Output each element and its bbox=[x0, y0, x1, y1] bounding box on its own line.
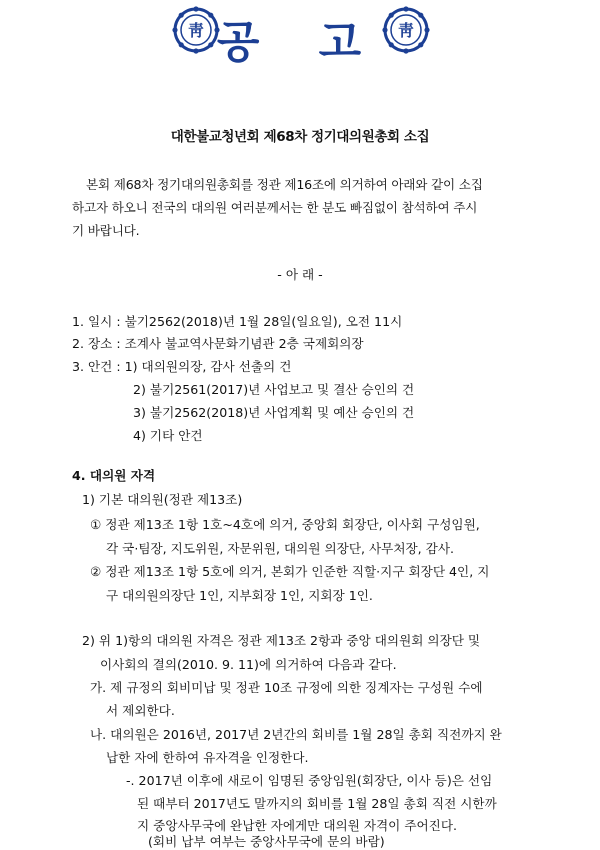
emblem-glyph: 靑 bbox=[187, 21, 205, 40]
item-place: 2. 장소 : 조계사 불교역사문화기념관 2층 국제회의장 bbox=[72, 336, 364, 351]
clause-1-line-2: 각 국·팀장, 지도위원, 자문위원, 대의원 의장단, 사무처장, 감사. bbox=[106, 541, 455, 556]
dash-note-line-2: 된 때부터 2017년도 말까지의 회비를 1월 28일 총회 직전 시한까 bbox=[137, 796, 497, 811]
clause-2-line-2: 구 대의원의장단 1인, 지부회장 1인, 지회장 1인. bbox=[106, 588, 373, 603]
emblem-glyph: 靑 bbox=[397, 21, 415, 40]
dash-note-line-3: 지 중앙사무국에 완납한 자에게만 대의원 자격이 주어진다. bbox=[137, 818, 457, 833]
item-na-line-2: 납한 자에 한하여 유자격을 인정한다. bbox=[106, 750, 309, 765]
below-label: - 아 래 - bbox=[277, 267, 323, 282]
intro-line-3: 기 바랍니다. bbox=[72, 223, 140, 238]
paragraph-2-line-1: 2) 위 1)항의 대의원 자격은 정관 제13조 2항과 중앙 대의원회 의장단 및 bbox=[82, 633, 481, 648]
item-ga-line-1: 가. 제 규정의 회비미납 및 정관 10조 규정에 의한 징계자는 구성원 수에 bbox=[90, 680, 483, 695]
dash-note-line-1: -. 2017년 이후에 새로이 임명된 중앙임원(회장단, 이사 등)은 선임 bbox=[126, 773, 493, 788]
clause-1-line-1: ① 정관 제13조 1항 1호~4호에 의거, 중앙회 회장단, 이사회 구성임원, bbox=[90, 517, 480, 532]
document-title: 대한불교청년회 제68차 정기대의원총회 소집 bbox=[170, 129, 430, 145]
basic-delegate-title: 1) 기본 대의원(정관 제13조) bbox=[82, 492, 243, 507]
item-agenda-1: 3. 안건 : 1) 대의원의장, 감사 선출의 건 bbox=[72, 359, 292, 374]
notice-heading: 공 고 bbox=[216, 17, 384, 68]
item-agenda-2: 2) 불기2561(2017)년 사업보고 및 결산 승인의 건 bbox=[133, 382, 415, 397]
item-agenda-4: 4) 기타 안건 bbox=[133, 428, 203, 443]
dues-inquiry-note: (회비 납부 여부는 중앙사무국에 문의 바람) bbox=[148, 834, 385, 849]
paragraph-2-line-2: 이사회의 결의(2010. 9. 11)에 의거하여 다음과 같다. bbox=[100, 657, 397, 672]
item-ga-line-2: 서 제외한다. bbox=[106, 703, 175, 718]
item-na-line-1: 나. 대의원은 2016년, 2017년 2년간의 회비를 1월 28일 총회 직전까지 완 bbox=[90, 727, 502, 742]
intro-line-1: 본회 제68차 정기대의원총회를 정관 제16조에 의거하여 아래와 같이 소집 bbox=[86, 177, 483, 192]
qualification-title: 4. 대의원 자격 bbox=[72, 468, 156, 483]
item-agenda-3: 3) 불기2562(2018)년 사업계획 및 예산 승인의 건 bbox=[133, 405, 415, 420]
clause-2-line-1: ② 정관 제13조 1항 5호에 의거, 본회가 인준한 직할·지구 회장단 4인, 지 bbox=[90, 564, 490, 579]
intro-line-2: 하고자 하오니 전국의 대의원 여러분께서는 한 분도 빠짐없이 참석하여 주시 bbox=[72, 200, 478, 215]
item-date: 1. 일시 : 불기2562(2018)년 1월 28일(일요일), 오전 11시 bbox=[72, 314, 403, 329]
